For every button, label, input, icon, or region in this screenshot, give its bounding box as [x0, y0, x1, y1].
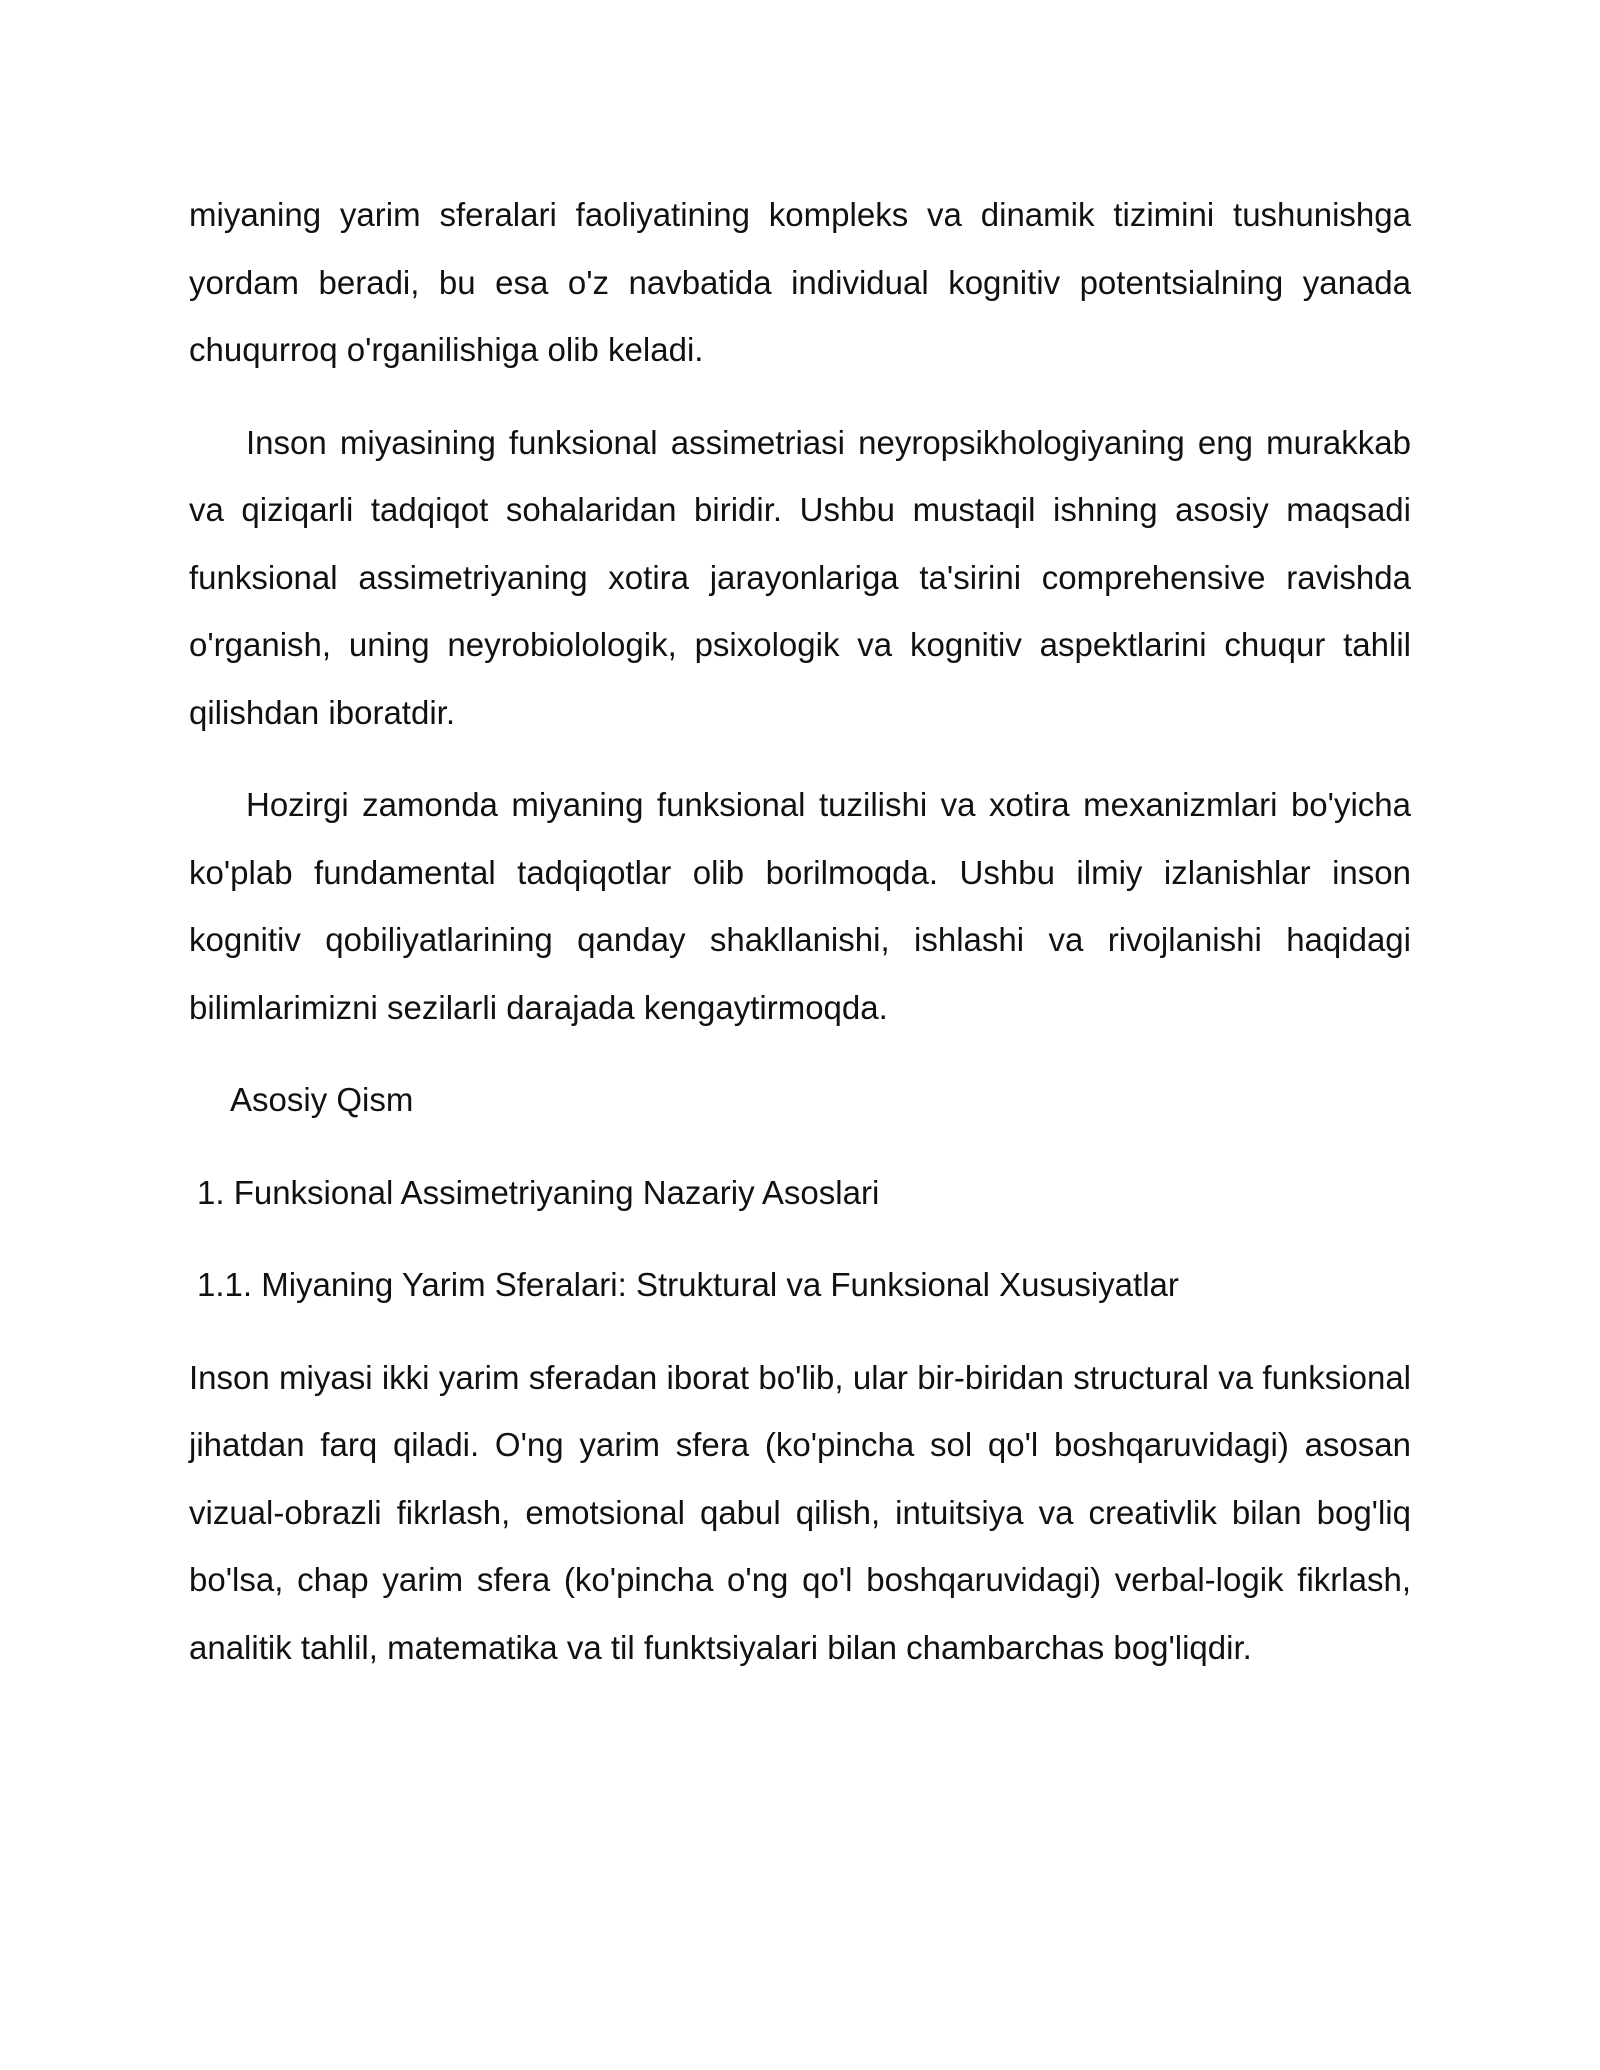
paragraph-continuation: miyaning yarim sferalari faoliyatining kompleks va dinamik tizimini tushunishga yordam beradi, bu esa o'z navbatida individual kognitiv potentsialning yanada chuqurroq o'rganilishiga olib keladi.	[189, 196, 1411, 368]
paragraph-research-context: Hozirgi zamonda miyaning funksional tuzilishi va xotira mexanizmlari bo'yicha ko'plab fundamental tadqiqotlar olib borilmoqda. Ushbu ilmiy izlanishlar inson kognitiv qobiliyatlarining qanday shakllanishi, ishlashi va rivojlanishi haqidagi bilimlarimizni sezilarli darajada kengaytirmoqda.	[189, 786, 1411, 1026]
subheading-chapter-1: 1. Funksional Assimetriyaning Nazariy Asoslari	[197, 1173, 880, 1211]
paragraph-hemispheres: Inson miyasi ikki yarim sferadan iborat bo'lib, ular bir-biridan structural va funksional jihatdan farq qiladi. O'ng yarim sfera (ko'pincha sol qo'l boshqaruvidagi) asosan vizual-obrazli fikrlash, emotsional qabul qilish, intuitsiya va creativlik bilan bog'liq bo'lsa, chap yarim sfera (ko'pincha o'ng qo'l boshqaruvidagi) verbal-logik fikrlash, analitik tahlil, matematika va til funktsiyalari bilan chambarchas bog'liqdir.	[189, 1358, 1411, 1666]
document-body	[189, 181, 1411, 1681]
paragraph-introduction: Inson miyasining funksional assimetriasi neyropsikhologiyaning eng murakkab va qiziqarli tadqiqot sohalaridan biridir. Ushbu mustaqil ishning asosiy maqsadi funksional assimetriyaning xotira jarayonlariga ta'sirini comprehensive ravishda o'rganish, uning neyrobiolologik, psixologik va kognitiv aspektlarini chuqur tahlil qilishdan iboratdir.	[189, 423, 1411, 731]
subheading-section-1-1: 1.1. Miyaning Yarim Sferalari: Struktural va Funksional Xususiyatlar	[197, 1266, 1179, 1303]
section-heading: Asosiy Qism	[230, 1081, 414, 1118]
